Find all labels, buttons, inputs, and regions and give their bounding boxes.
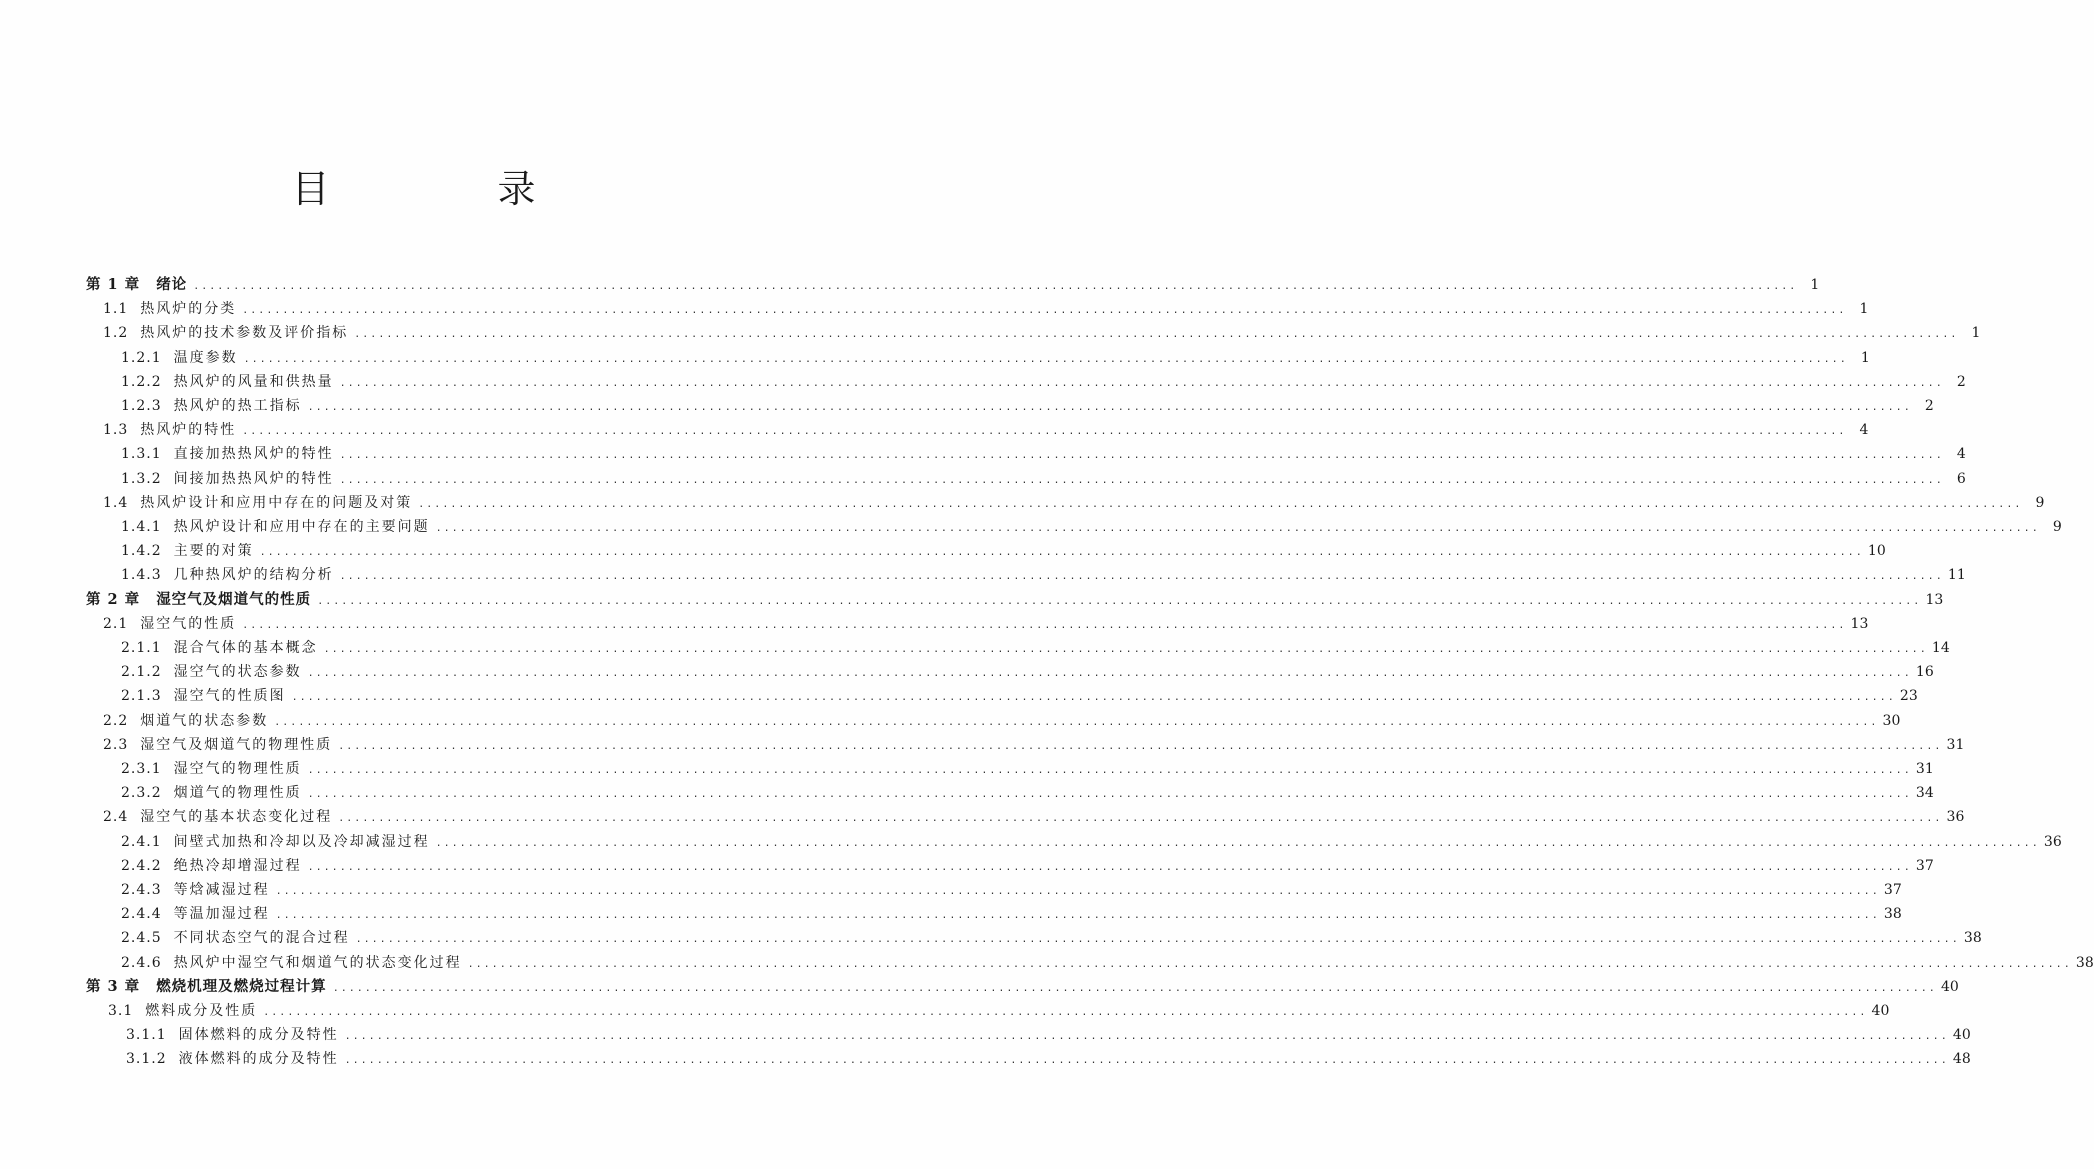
toc-entry-number: 2.3 — [103, 736, 129, 753]
toc-chapter-entry[interactable] — [86, 273, 1820, 297]
toc-entry-number: 1.3 — [103, 422, 129, 439]
toc-entry-page: 34 — [1915, 785, 1934, 802]
toc-entry-title: 不同状态空气的混合过程 — [173, 930, 350, 947]
toc-entry-number: 3.1.2 — [126, 1051, 167, 1068]
toc-leader-dots: ........................................................................................................................................................................................................ — [339, 377, 1944, 389]
toc-leader-dots: ........................................................................................................................................................................................................ — [338, 740, 1943, 752]
toc-entry-number: 第 3 章 — [86, 977, 141, 995]
toc-leader-dots: ........................................................................................................................................................................................................ — [435, 837, 2040, 849]
toc-entry-page: 38 — [1883, 906, 1902, 923]
toc-entry-title: 热风炉的风量和供热量 — [173, 373, 334, 390]
toc-entry[interactable] — [121, 539, 1886, 563]
toc-entry-page: 9 — [2052, 519, 2062, 535]
toc-entry-page: 2 — [1956, 373, 1966, 390]
toc-leader-dots: ........................................................................................................................................................................................................ — [307, 668, 1912, 680]
toc-entry-page: 13 — [1850, 615, 1869, 632]
toc-leader-dots: ........................................................................................................................................................................................................ — [242, 426, 1847, 438]
toc-entry-title: 直接加热热风炉的特性 — [173, 446, 334, 463]
toc-entry-title: 等温加湿过程 — [173, 906, 270, 923]
toc-leader-dots: ........................................................................................................................................................................................................ — [275, 886, 1880, 897]
toc-entry-page: 11 — [1947, 567, 1966, 584]
toc-entry[interactable] — [103, 733, 1965, 757]
toc-entry[interactable] — [108, 999, 1890, 1023]
toc-entry-number: 2.3.2 — [121, 785, 162, 802]
toc-entry-page: 23 — [1899, 688, 1918, 705]
toc-entry-title: 绝热冷却增湿过程 — [173, 857, 302, 874]
toc-entry-title: 液体燃料的成分及特性 — [178, 1051, 339, 1068]
toc-entry-number: 1.4.2 — [121, 543, 162, 560]
toc-leader-dots: ........................................................................................................................................................................................................ — [307, 402, 1912, 413]
toc-entry-number: 1.3.1 — [121, 446, 162, 463]
toc-leader-dots: ........................................................................................................................................................................................................ — [338, 813, 1943, 825]
toc-entry-number: 2.3.1 — [121, 761, 162, 777]
toc-entry-number: 1.1 — [103, 301, 129, 318]
toc-entry-page: 30 — [1882, 712, 1901, 729]
toc-entry-page: 16 — [1915, 664, 1934, 681]
toc-leader-dots: ........................................................................................................................................................................................................ — [243, 353, 1848, 365]
toc-entry-number: 第 1 章 — [86, 276, 141, 293]
toc-leader-dots: ........................................................................................................................................................................................................ — [317, 595, 1922, 607]
toc-leader-dots: ........................................................................................................................................................................................................ — [339, 474, 1944, 486]
toc-entry-page: 31 — [1946, 736, 1965, 753]
toc-leader-dots: ........................................................................................................................................................................................................ — [242, 619, 1847, 631]
toc-entry[interactable] — [121, 467, 1966, 491]
toc-leader-dots: ........................................................................................................................................................................................................ — [291, 692, 1896, 704]
toc-entry[interactable] — [121, 370, 1966, 394]
toc-entry-number: 1.3.2 — [121, 470, 162, 487]
toc-entry[interactable] — [103, 805, 1965, 829]
toc-leader-dots: ........................................................................................................................................................................................................ — [242, 305, 1847, 317]
toc-entry-number: 1.2.2 — [121, 373, 162, 390]
toc-leader-dots: ........................................................................................................................................................................................................ — [307, 861, 1912, 873]
toc-entry-number: 1.4 — [103, 494, 129, 511]
toc-entry-title: 间接加热热风炉的特性 — [173, 470, 334, 487]
toc-entry-title: 绪论 — [156, 276, 188, 293]
toc-leader-dots: ........................................................................................................................................................................................................ — [344, 1031, 1949, 1043]
toc-chapter-entry[interactable] — [86, 588, 1944, 612]
toc-entry-number: 3.1 — [108, 1003, 134, 1019]
toc-entry-number: 2.1.1 — [121, 640, 162, 656]
toc-entry-number: 1.2.3 — [121, 398, 162, 414]
toc-entry-title: 烟道气的物理性质 — [173, 785, 302, 802]
toc-entry-number: 2.4.4 — [121, 906, 162, 923]
toc-leader-dots: ........................................................................................................................................................................................................ — [354, 329, 1959, 341]
toc-entry-page: 1 — [1859, 301, 1869, 318]
toc-entry-page: 1 — [1860, 349, 1870, 366]
toc-entry-page: 31 — [1915, 761, 1934, 777]
toc-entry-number: 2.4.6 — [121, 954, 162, 971]
toc-leader-dots: ........................................................................................................................................................................................................ — [263, 1007, 1868, 1018]
toc-leader-dots: ........................................................................................................................................................................................................ — [467, 958, 2072, 970]
toc-entry-title: 热风炉设计和应用中存在的主要问题 — [173, 519, 430, 535]
toc-entry[interactable] — [103, 709, 1901, 733]
toc-entry[interactable] — [121, 442, 1966, 466]
toc-leader-dots: ........................................................................................................................................................................................................ — [193, 281, 1798, 292]
toc-entry-page: 13 — [1925, 591, 1944, 608]
toc-entry-title: 热风炉的特性 — [140, 422, 237, 439]
toc-entry-number: 1.2 — [103, 325, 129, 342]
toc-entry[interactable] — [103, 321, 1981, 345]
toc-entry-number: 1.4.3 — [121, 567, 162, 584]
toc-entry-number: 2.1.3 — [121, 688, 162, 705]
toc-entry[interactable] — [126, 1023, 1971, 1047]
toc-entry[interactable] — [121, 515, 2062, 539]
toc-entry-title: 几种热风炉的结构分析 — [173, 567, 334, 584]
toc-leader-dots: ........................................................................................................................................................................................................ — [307, 789, 1912, 801]
toc-entry-title: 间壁式加热和冷却以及冷却减湿过程 — [173, 833, 430, 850]
toc-entry-title: 燃烧机理及燃烧过程计算 — [156, 977, 327, 995]
toc-entry-number: 第 2 章 — [86, 590, 141, 608]
toc-leader-dots: ........................................................................................................................................................................................................ — [259, 547, 1864, 559]
toc-entry-page: 1 — [1971, 325, 1981, 342]
toc-entry-number: 2.4.3 — [121, 882, 162, 898]
toc-entry[interactable] — [121, 636, 1950, 660]
toc-entry-number: 1.4.1 — [121, 519, 162, 535]
toc-entry[interactable] — [121, 854, 1934, 878]
toc-entry-title: 湿空气的物理性质 — [173, 761, 302, 777]
toc-entry-title: 热风炉的技术参数及评价指标 — [140, 325, 349, 342]
toc-entry-number: 2.4.2 — [121, 857, 162, 874]
toc-leader-dots: ........................................................................................................................................................................................................ — [323, 644, 1928, 655]
toc-entry[interactable] — [103, 491, 2045, 515]
toc-leader-dots: ........................................................................................................................................................................................................ — [274, 716, 1879, 728]
toc-entry-number: 2.4 — [103, 809, 129, 826]
toc-entry[interactable] — [103, 612, 1869, 636]
toc-leader-dots: ........................................................................................................................................................................................................ — [435, 523, 2040, 534]
toc-entry-number: 2.4.5 — [121, 930, 162, 947]
toc-entry[interactable] — [121, 394, 1934, 418]
toc-entry-page: 9 — [2035, 494, 2045, 511]
toc-entry-page: 10 — [1867, 543, 1886, 560]
toc-entry[interactable] — [126, 1047, 1971, 1071]
toc-entry-page: 38 — [1963, 930, 1982, 947]
toc-entry-title: 热风炉的分类 — [140, 301, 237, 318]
toc-entry-title: 主要的对策 — [173, 543, 254, 560]
toc-entry-title: 等焓减湿过程 — [173, 882, 270, 898]
toc-entry-title: 湿空气及烟道气的物理性质 — [140, 736, 333, 753]
toc-entry-page: 37 — [1883, 882, 1902, 898]
toc-entry[interactable] — [121, 660, 1934, 684]
toc-entry-page: 37 — [1915, 857, 1934, 874]
toc-leader-dots: ........................................................................................................................................................................................................ — [418, 498, 2023, 510]
toc-entry-title: 湿空气的性质 — [140, 615, 237, 632]
toc-leader-dots: ........................................................................................................................................................................................................ — [307, 765, 1912, 776]
toc-entry-title: 热风炉设计和应用中存在的问题及对策 — [140, 494, 413, 511]
toc-entry-number: 2.1.2 — [121, 664, 162, 681]
toc-entry-title: 热风炉的热工指标 — [173, 398, 302, 414]
toc-leader-dots: ........................................................................................................................................................................................................ — [339, 571, 1944, 583]
toc-entry-page: 40 — [1940, 978, 1959, 995]
toc-entry-number: 1.2.1 — [121, 349, 162, 366]
toc-entry-title: 湿空气及烟道气的性质 — [156, 590, 312, 608]
toc-entry-title: 湿空气的基本状态变化过程 — [140, 809, 333, 826]
toc-entry-page: 2 — [1924, 398, 1934, 414]
toc-entry-title: 温度参数 — [173, 349, 238, 366]
toc-entry-number: 2.2 — [103, 712, 129, 729]
toc-entry[interactable] — [121, 684, 1918, 708]
toc-entry-page: 14 — [1931, 640, 1950, 656]
toc-entry[interactable] — [121, 902, 1902, 926]
toc-entry[interactable] — [103, 297, 1869, 321]
toc-entry[interactable] — [121, 926, 1982, 950]
toc-entry[interactable] — [121, 781, 1934, 805]
toc-entry-title: 湿空气的性质图 — [173, 688, 286, 705]
toc-entry-page: 1 — [1810, 277, 1820, 293]
toc-entry[interactable] — [121, 951, 2094, 975]
toc-leader-dots: ........................................................................................................................................................................................................ — [332, 982, 1937, 994]
toc-entry-page: 6 — [1956, 470, 1966, 487]
page-title: 目 录 — [291, 167, 614, 211]
toc-entry[interactable] — [121, 346, 1870, 370]
toc-leader-dots: ........................................................................................................................................................................................................ — [355, 934, 1960, 946]
toc-entry-title: 湿空气的状态参数 — [173, 664, 302, 681]
toc-entry[interactable] — [121, 878, 1902, 902]
toc-entry-page: 4 — [1859, 422, 1869, 439]
toc-entry-title: 燃料成分及性质 — [145, 1003, 258, 1019]
toc-entry-title: 烟道气的状态参数 — [140, 712, 269, 729]
toc-entry-page: 36 — [2043, 833, 2062, 850]
toc-entry-page: 38 — [2075, 954, 2094, 971]
toc-entry[interactable] — [103, 418, 1869, 442]
toc-entry-title: 混合气体的基本概念 — [173, 640, 318, 656]
toc-entry[interactable] — [121, 563, 1966, 587]
toc-entry-title: 热风炉中湿空气和烟道气的状态变化过程 — [173, 954, 462, 971]
toc-chapter-entry[interactable] — [86, 975, 1959, 999]
toc-entry-number: 2.1 — [103, 615, 129, 632]
toc-entry-page: 48 — [1952, 1051, 1971, 1068]
toc-leader-dots: ........................................................................................................................................................................................................ — [339, 450, 1944, 462]
toc-entry[interactable] — [121, 830, 2062, 854]
toc-entry-number: 2.4.1 — [121, 833, 162, 850]
toc-entry-page: 40 — [1871, 1003, 1890, 1019]
toc-entry-number: 3.1.1 — [126, 1027, 167, 1044]
toc-entry-page: 36 — [1946, 809, 1965, 826]
toc-entry-page: 40 — [1952, 1027, 1971, 1044]
toc-entry-page: 4 — [1956, 446, 1966, 463]
toc-entry[interactable] — [121, 757, 1934, 781]
toc-leader-dots: ........................................................................................................................................................................................................ — [344, 1055, 1949, 1067]
toc-entry-title: 固体燃料的成分及特性 — [178, 1027, 339, 1044]
toc-leader-dots: ........................................................................................................................................................................................................ — [275, 910, 1880, 922]
